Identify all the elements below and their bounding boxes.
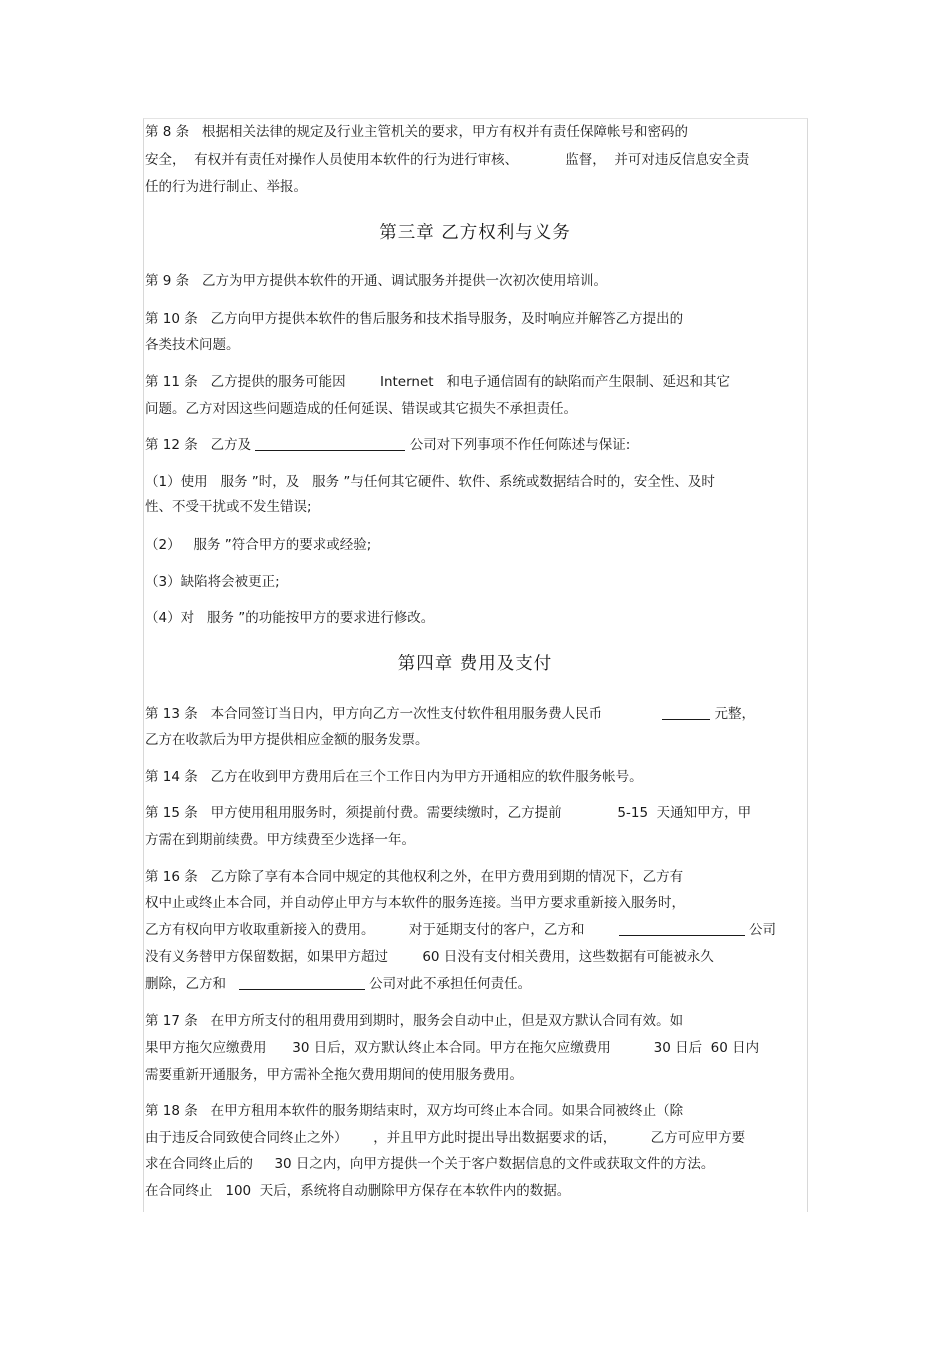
blank-line — [662, 706, 710, 720]
chapter-4-heading: 第四章 费用及支付 — [397, 654, 553, 674]
article-12-text-b: 公司对下列事项不作任何陈述与保证: — [405, 437, 631, 453]
item-1-line-2: 性、不受干扰或不发生错误; — [145, 499, 312, 515]
article-12-text-a: 第 12 条 乙方及 — [145, 437, 256, 453]
article-8-line-1: 第 8 条 根据相关法律的规定及行业主管机关的要求，甲方有权并有责任保障帐号和密码的 — [145, 124, 689, 140]
article-13-text-b: 元整， — [710, 706, 756, 722]
article-16-line-3 — [145, 921, 776, 939]
blank-line — [619, 922, 745, 936]
article-16-line-1: 第 16 条 乙方除了享有本合同中规定的其他权利之外，在甲方费用到期的情况下，乙方有 — [145, 869, 684, 885]
article-15-line-1: 第 15 条 甲方使用租用服务时，须提前付费。需要续缴时，乙方提前 5-15 天通知甲方，甲 — [145, 805, 752, 821]
item-1-line-1: （1）使用 服务 ”时，及 服务 ”与任何其它硬件、软件、系统或数据结合时的，安全性、及时 — [145, 474, 715, 490]
article-18-line-1: 第 18 条 在甲方租用本软件的服务期结束时，双方均可终止本合同。如果合同被终止（除 — [145, 1103, 684, 1119]
item-4: （4）对 服务 ”的功能按甲方的要求进行修改。 — [145, 610, 435, 626]
article-14: 第 14 条 乙方在收到甲方费用后在三个工作日内为甲方开通相应的软件服务帐号。 — [145, 769, 643, 785]
article-10-line-1: 第 10 条 乙方向甲方提供本软件的售后服务和技术指导服务，及时响应并解答乙方提出的 — [145, 311, 684, 327]
article-9: 第 9 条 乙方为甲方提供本软件的开通、调试服务并提供一次初次使用培训。 — [145, 273, 608, 289]
item-3: （3）缺陷将会被更正; — [145, 574, 280, 590]
article-11-line-1: 第 11 条 乙方提供的服务可能因 Internet 和电子通信固有的缺陷而产生限制、延迟和其它 — [145, 374, 730, 390]
article-16-line-5 — [145, 975, 531, 993]
article-17-line-1: 第 17 条 在甲方所支付的租用费用到期时，服务会自动中止，但是双方默认合同有效。如 — [145, 1013, 684, 1029]
article-8-line-3: 任的行为进行制止、举报。 — [145, 179, 307, 195]
article-16-line-4: 没有义务替甲方保留数据，如果甲方超过 60 日没有支付相关费用，这些数据有可能被永久 — [145, 949, 714, 965]
article-12 — [145, 436, 630, 454]
article-17-line-2: 果甲方拖欠应缴费用 30 日后，双方默认终止本合同。甲方在拖欠应缴费用 30 日后 60 日内 — [145, 1040, 760, 1056]
article-18-line-2: 由于违反合同致使合同终止之外） ，并且甲方此时提出导出数据要求的话， 乙方可应甲方要 — [145, 1130, 746, 1146]
article-15-line-2: 方需在到期前续费。甲方续费至少选择一年。 — [145, 832, 415, 848]
article-16-text-c: 删除，乙方和 — [145, 976, 239, 992]
article-16-text-d: 公司对此不承担任何责任。 — [364, 976, 532, 992]
chapter-3-heading: 第三章 乙方权利与义务 — [379, 223, 571, 243]
article-17-line-3: 需要重新开通服务，甲方需补全拖欠费用期间的使用服务费用。 — [145, 1067, 523, 1083]
blank-line — [239, 976, 365, 990]
article-13-line-2: 乙方在收款后为甲方提供相应金额的服务发票。 — [145, 732, 429, 748]
article-18-line-4: 在合同终止 100 天后，系统将自动删除甲方保存在本软件内的数据。 — [145, 1183, 571, 1199]
item-2: （2） 服务 ”符合甲方的要求或经验; — [145, 537, 372, 553]
article-10-line-2: 各类技术问题。 — [145, 337, 240, 353]
article-11-line-2: 问题。乙方对因这些问题造成的任何延误、错误或其它损失不承担责任。 — [145, 401, 577, 417]
article-16-text-a: 乙方有权向甲方收取重新接入的费用。 对于延期支付的客户，乙方和 — [145, 922, 619, 938]
article-8-line-2: 安全， 有权并有责任对操作人员使用本软件的行为进行审核、 监督， 并可对违反信息安全责 — [145, 152, 750, 168]
article-13-line-1 — [145, 705, 755, 723]
article-13-text-a: 第 13 条 本合同签订当日内，甲方向乙方一次性支付软件租用服务费人民币 — [145, 706, 663, 722]
article-16-line-2: 权中止或终止本合同，并自动停止甲方与本软件的服务连接。当甲方要求重新接入服务时， — [145, 895, 685, 911]
article-16-text-b: 公司 — [744, 922, 776, 938]
blank-line — [255, 437, 405, 451]
article-18-line-3: 求在合同终止后的 30 日之内，向甲方提供一个关于客户数据信息的文件或获取文件的方法。 — [145, 1156, 715, 1172]
